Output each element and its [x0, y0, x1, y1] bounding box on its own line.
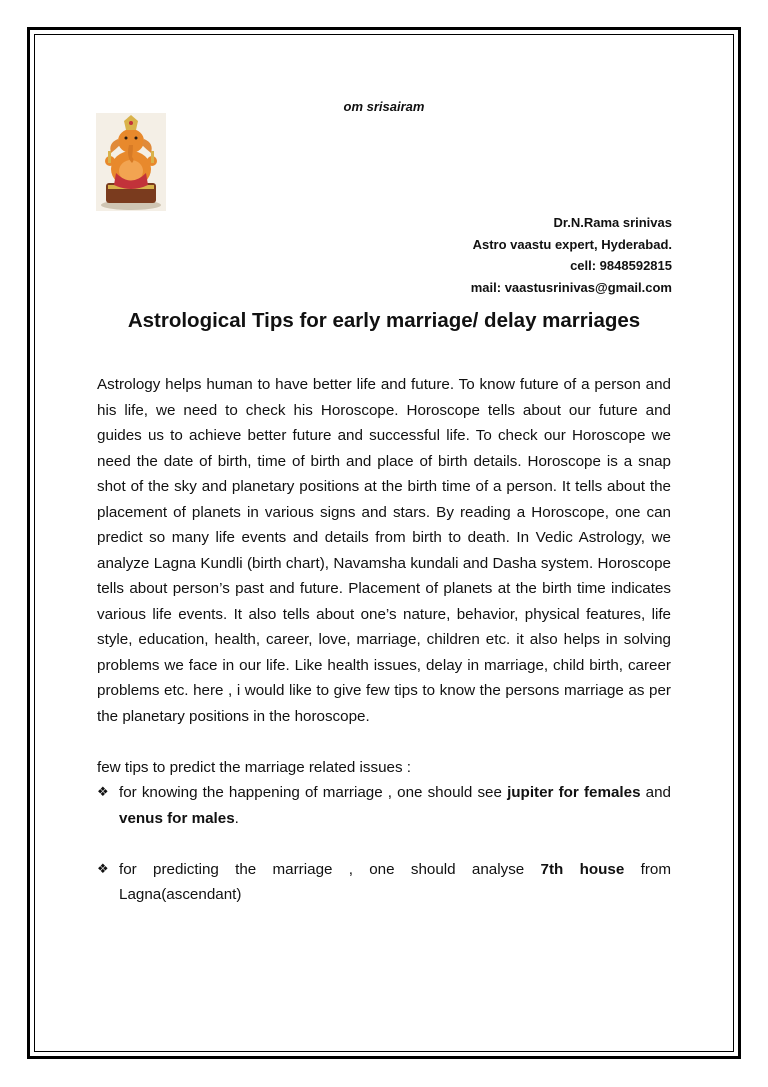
- invocation-line: om srisairam: [343, 99, 425, 114]
- contact-title: Astro vaastu expert, Hyderabad.: [472, 236, 672, 252]
- tip-item: [97, 780, 671, 831]
- tips-list: [97, 780, 671, 908]
- tip-bold-text: venus for males: [119, 809, 235, 827]
- diamond-bullet-icon: ❖: [97, 785, 109, 800]
- tip-text: for predicting the marriage , one should analyse: [119, 860, 541, 878]
- contact-mail: mail: vaastusrinivas@gmail.com: [470, 279, 672, 295]
- document-body: [97, 372, 671, 908]
- tip-text: .: [234, 809, 239, 827]
- tip-bold-text: 7th house: [540, 860, 625, 878]
- tip-item: [97, 857, 671, 908]
- tips-intro: few tips to predict the marriage related issues :: [97, 758, 412, 776]
- contact-block: [471, 212, 672, 298]
- document-title: Astrological Tips for early marriage/ delay marriages: [127, 309, 641, 332]
- tip-bold-text: jupiter for females: [507, 784, 641, 801]
- contact-cell: cell: 9848592815: [570, 258, 672, 273]
- body-paragraph: Astrology helps human to have better life and future. To know future of a person and his life, we need to check his Horoscope. Horoscope tells about our future and guides us to achieve better future and successful life. To check our Horoscope we need the date of birth, time of birth and place of birth details. Horoscope is a snap shot of the sky and planetary positions at the birth time of a person. It tells about the placement of planets in various signs and stars. By reading a Horoscope, one can predict so many life events and details from birth to death. In Vedic Astrology, we analyze Lagna Kundli (birth chart), Navamsha kundali and Dasha system. Horoscope tells about person’s past and future. Placement of planets at the birth time indicates various life events. It also tells about one’s nature, behavior, physical features, life style, education, health, career, love, marriage, children etc. it also helps in solving problems we face in our life. Like health issues, delay in marriage, child birth, career problems etc. here , i would like to give few tips to know the persons marriage as per the planetary positions in the horoscope.: [97, 376, 671, 725]
- diamond-bullet-icon: ❖: [97, 861, 109, 877]
- ganesha-image: [96, 113, 166, 211]
- tip-text: and: [640, 784, 671, 801]
- contact-name: Dr.N.Rama srinivas: [553, 215, 672, 230]
- tip-text: from Lagna(ascendant): [119, 860, 671, 903]
- tip-text: for knowing the happening of marriage , one should see: [119, 784, 508, 801]
